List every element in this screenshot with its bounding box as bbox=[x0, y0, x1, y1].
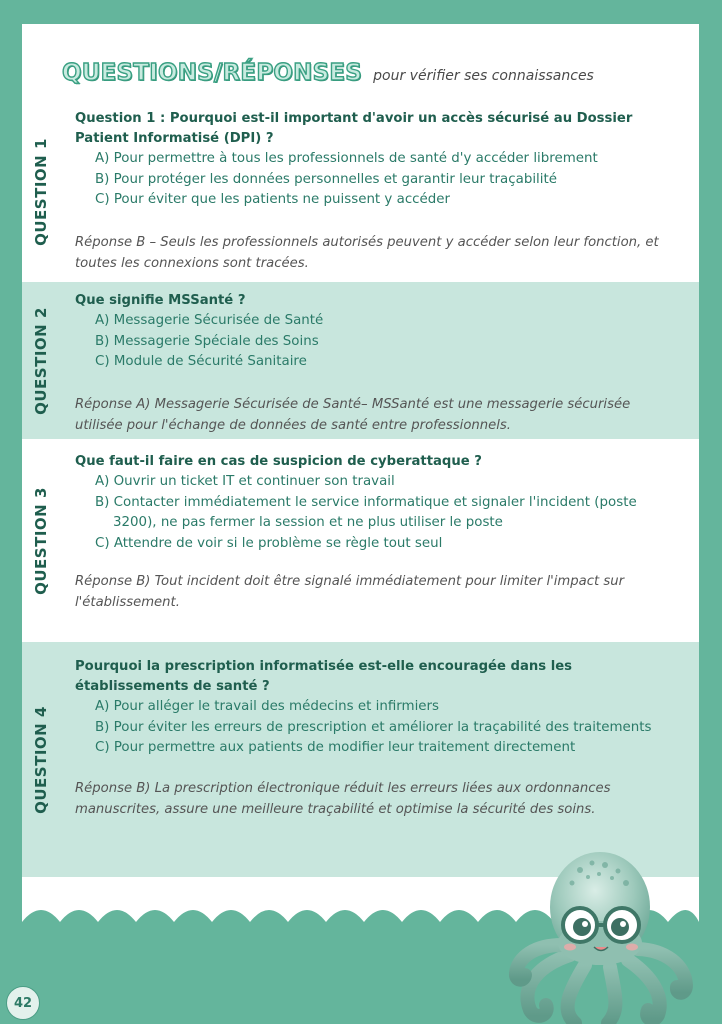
option-4b: B) Pour éviter les erreurs de prescription et améliorer la traçabilité des traitements bbox=[95, 719, 652, 735]
option-3b: B) Contacter immédiatement le service informatique et signaler l'incident (poste 3200), ne pas fermer la session et ne plus utiliser le poste bbox=[95, 494, 637, 530]
page-subtitle: pour vérifier ses connaissances bbox=[373, 68, 594, 84]
octopus-mascot-icon bbox=[500, 845, 700, 1024]
question-content-3 bbox=[75, 452, 675, 613]
option-2c: C) Module de Sécurité Sanitaire bbox=[95, 354, 307, 369]
option-1a: A) Pour permettre à tous les professionnels de santé d'y accéder librement bbox=[95, 151, 598, 166]
option-1b: B) Pour protéger les données personnelles et garantir leur traçabilité bbox=[95, 171, 557, 187]
question-block-2 bbox=[22, 282, 699, 439]
options-list-4 bbox=[75, 697, 675, 759]
page-title: QUESTIONS/RÉPONSES bbox=[62, 60, 363, 86]
option-3a: A) Ouvrir un ticket IT et continuer son travail bbox=[95, 474, 395, 489]
question-label-3: QUESTION 3 bbox=[32, 486, 51, 595]
options-list-2 bbox=[75, 311, 675, 373]
option-1c: C) Pour éviter que les patients ne puissent y accéder bbox=[95, 192, 451, 207]
question-text-2: Que signifie MSSanté ? bbox=[75, 293, 246, 308]
answer-text-4: Réponse B) La prescription électronique réduit les erreurs liées aux ordonnances manuscrites, assure une meilleure traçabilité et optimise la sécurité des soins. bbox=[75, 780, 611, 817]
question-text-3: Que faut-il faire en cas de suspicion de cyberattaque ? bbox=[75, 454, 482, 469]
answer-text-3: Réponse B) Tout incident doit être signalé immédiatement pour limiter l'impact sur l'établissement. bbox=[75, 574, 624, 610]
question-content-2 bbox=[75, 291, 675, 436]
question-block-3 bbox=[22, 439, 699, 642]
option-2a: A) Messagerie Sécurisée de Santé bbox=[95, 313, 324, 328]
question-label-1: QUESTION 1 bbox=[32, 138, 51, 246]
page-header bbox=[62, 60, 594, 86]
answer-text-2: Réponse A) Messagerie Sécurisée de Santé– MSSanté est une messagerie sécurisée utilisée pour l'échange de données de santé entre professionnels. bbox=[75, 396, 631, 433]
page-number-badge: 42 bbox=[6, 986, 40, 1020]
question-label-4: QUESTION 4 bbox=[32, 705, 51, 814]
option-4a: A) Pour alléger le travail des médecins et infirmiers bbox=[95, 699, 440, 714]
options-list-3 bbox=[75, 472, 675, 554]
question-block-1 bbox=[22, 102, 699, 282]
option-4c: C) Pour permettre aux patients de modifier leur traitement directement bbox=[95, 740, 576, 755]
question-label-2: QUESTION 2 bbox=[32, 306, 51, 415]
option-3c: C) Attendre de voir si le problème se règle tout seul bbox=[95, 535, 443, 551]
question-text-1: Question 1 : Pourquoi est-il important d'avoir un accès sécurisé au Dossier Patient Informatisé (DPI) ? bbox=[75, 111, 633, 146]
question-content-4 bbox=[75, 657, 675, 820]
answer-text-1: Réponse B – Seuls les professionnels autorisés peuvent y accéder selon leur fonction, et toutes les connexions sont tracées. bbox=[75, 234, 659, 271]
question-content-1 bbox=[75, 109, 675, 274]
option-2b: B) Messagerie Spéciale des Soins bbox=[95, 333, 319, 349]
question-text-4: Pourquoi la prescription informatisée est-elle encouragée dans les établissements de santé ? bbox=[75, 659, 573, 694]
question-block-4 bbox=[22, 642, 699, 877]
options-list-1 bbox=[75, 149, 675, 211]
